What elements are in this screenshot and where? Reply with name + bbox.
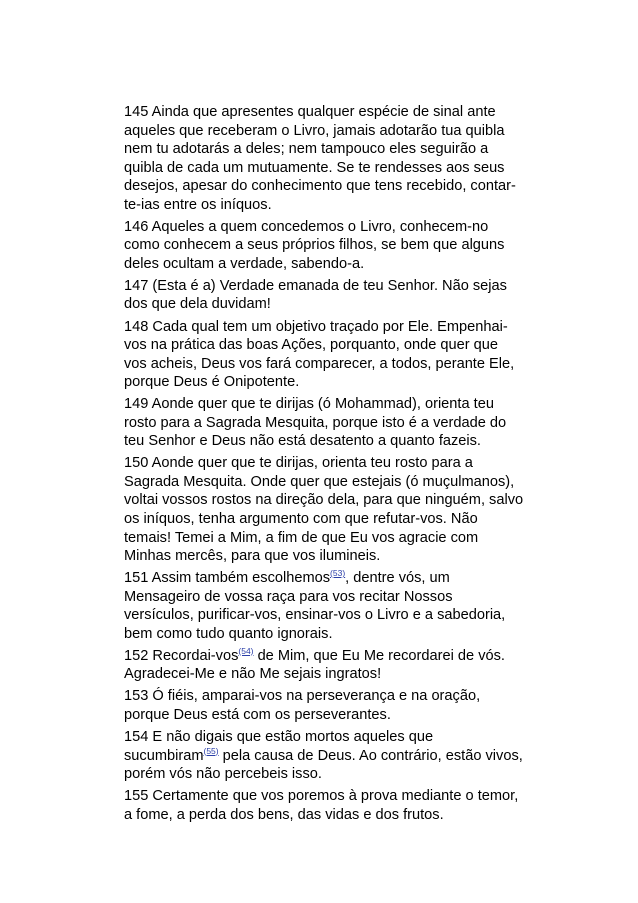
verse-154 (124, 728, 524, 784)
verse-147-text: 147 (Esta é a) Verdade emanada de teu Senhor. Não sejas dos que dela duvidam! (124, 277, 507, 313)
verse-146 (124, 218, 524, 274)
verse-149 (124, 395, 524, 451)
footnote-link-53[interactable]: (53) (330, 568, 346, 579)
verse-150 (124, 454, 524, 565)
verse-145-text: 145 Ainda que apresentes qualquer espécie de sinal ante aqueles que receberam o Livro, jamais adotarão tua quibla nem tu adotarás a deles; nem tampouco eles seguirão a quibla de cada um mutuamente. Se te rendesses aos seus desejos, apesar do conhecimento que tens recebido, contar-te-ias entre os iníquos. (124, 104, 516, 213)
verse-150-text: 150 Aonde quer que te dirijas, orienta teu rosto para a Sagrada Mesquita. Onde quer que estejais (ó muçulmanos), voltai vossos rostos na direção dela, para que ninguém, salvo os iníquos, tenha argumento com que refutar-vos. Não temais! Temei a Mim, a fim de que Eu vos agracie com Minhas mercês, para que vos ilumineis. (124, 455, 524, 565)
verse-148-text: 148 Cada qual tem um objetivo traçado por Ele. Empenhai-vos na prática das boas Ações, porquanto, onde quer que vos acheis, Deus vos fará comparecer, a todos, perante Ele, porque Deus é Onipotente. (124, 318, 515, 391)
verse-153 (124, 687, 524, 724)
footnote-link-55[interactable]: (55) (203, 745, 219, 756)
verse-153-text: 153 Ó fiéis, amparai-vos na perseverança e na oração, porque Deus está com os perseverantes. (124, 688, 481, 723)
verse-146-text: 146 Aqueles a quem concedemos o Livro, conhecem-no como conhecem a seus próprios filhos, se bem que alguns deles ocultam a verdade, sabendo-a. (124, 218, 505, 272)
verse-145 (124, 103, 524, 214)
verse-155 (124, 787, 524, 824)
verse-151-text-start: 151 Assim também escolhemos (124, 570, 331, 587)
verse-list (124, 103, 524, 828)
verse-151 (124, 569, 524, 643)
verse-152 (124, 647, 524, 684)
verse-149-text: 149 Aonde quer que te dirijas (ó Mohammad), orienta teu rosto para a Sagrada Mesquita, porque isto é a verdade do teu Senhor e Deus não está desatento a quanto fazeis. (124, 396, 507, 450)
footnote-link-54[interactable]: (54) (238, 645, 254, 656)
verse-154-text-start: 154 E não digais que estão mortos aqueles que sucumbiram (124, 729, 434, 764)
verse-154-text-end: pela causa de Deus. Ao contrário, estão vivos, porém vós não percebeis isso. (124, 747, 523, 783)
verse-151-text-end: , dentre vós, um Mensageiro de vossa raça para vos recitar Nossos versículos, purificar-vos, ensinar-vos o Livro e a sabedoria, bem como tudo quanto ignorais. (124, 570, 506, 642)
verse-155-text: 155 Certamente que vos poremos à prova mediante o temor, a fome, a perda dos bens, das vidas e dos frutos. (124, 788, 519, 823)
verse-148 (124, 318, 524, 392)
verse-147 (124, 277, 524, 314)
verse-152-text-end: de Mim, que Eu Me recordarei de vós. Agradecei-Me e não Me sejais ingratos! (124, 647, 505, 683)
verse-152-text-start: 152 Recordai-vos (124, 647, 239, 664)
